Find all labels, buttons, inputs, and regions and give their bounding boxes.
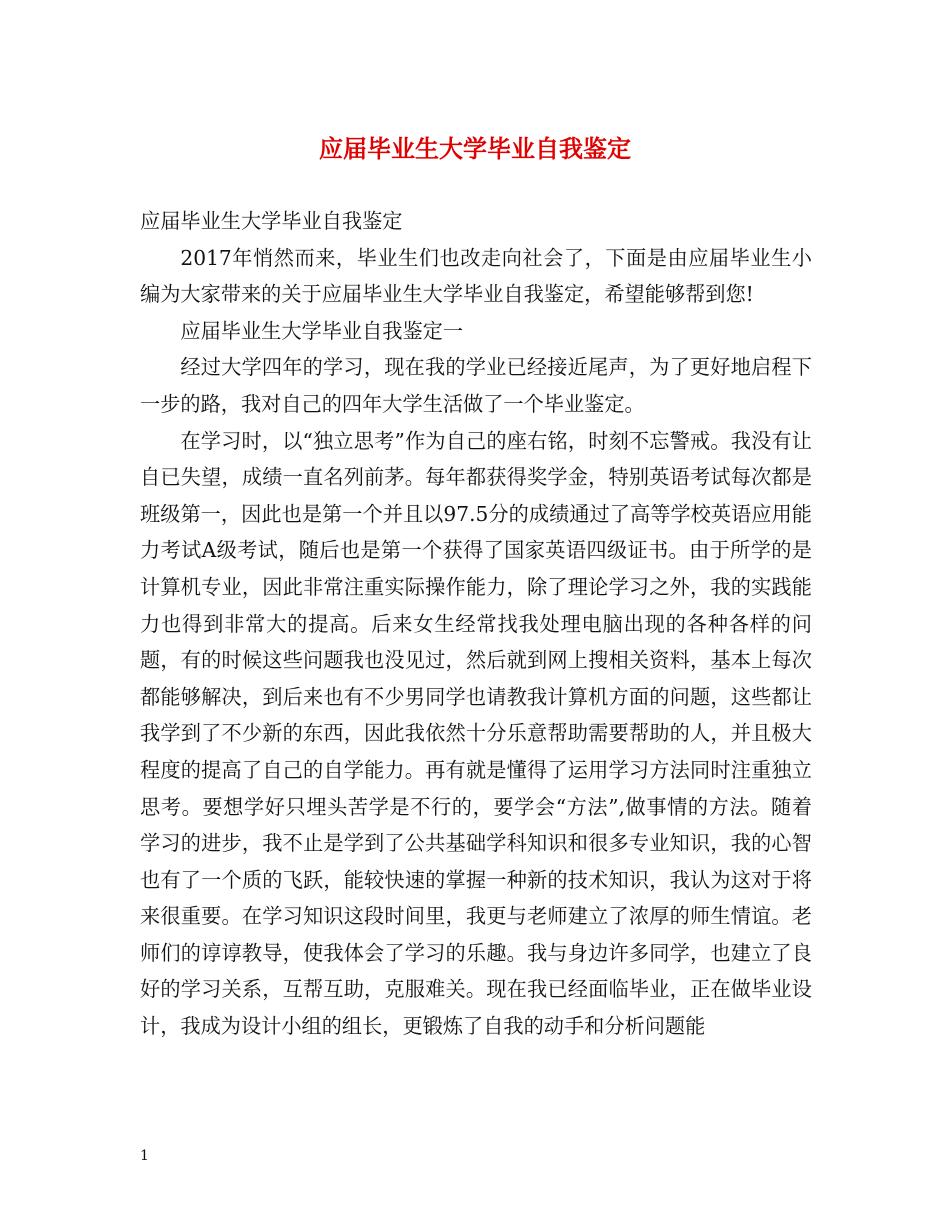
paragraph-heading: 应届毕业生大学毕业自我鉴定 [140,209,403,233]
paragraph: 经过大学四年的学习，现在我的学业已经接近尾声，为了更好地启程下一步的路，我对自己的四年大学生活做了一个毕业鉴定。 [140,355,812,416]
section-heading: 应届毕业生大学毕业自我鉴定一 [180,318,464,343]
document-body [140,203,812,1045]
page-title: 应届毕业生大学毕业自我鉴定 [319,134,631,163]
paragraph-intro: 2017年悄然而来，毕业生们也改走向社会了，下面是由应届毕业生小编为大家带来的关于应届毕业生大学毕业自我鉴定，希望能够帮到您! [140,245,812,307]
page-number: 1 [140,1148,149,1164]
paragraph: 在学习时，以“独立思考”作为自己的座右铭，时刻不忘警戒。我没有让自已失望，成绩一直名列前茅。每年都获得奖学金，特别英语考试每次都是班级第一，因此也是第一个并且以97.5分的成绩通过了高等学校英语应用能力考试A级考试，随后也是第一个获得了国家英语四级证书。由于所学的是计算机专业，因此非常注重实际操作能力，除了理论学习之外，我的实践能力也得到非常大的提高。后来女生经常找我处理电脑出现的各种各样的问题，有的时候这些问题我也没见过，然后就到网上搜相关资料，基本上每次都能够解决，到后来也有不少男同学也请教我计算机方面的问题，这些都让我学到了不少新的东西，因此我依然十分乐意帮助需要帮助的人，并且极大程度的提高了自己的自学能力。再有就是懂得了运用学习方法同时注重独立思考。要想学好只埋头苦学是不行的，要学会“方法”,做事情的方法。随着学习的进步，我不止是学到了公共基础学科知识和很多专业知识，我的心智也有了一个质的飞跃，能较快速的掌握一种新的技术知识，我认为这对于将来很重要。在学习知识这段时间里，我更与老师建立了浓厚的师生情谊。老师们的谆谆教导，使我体会了学习的乐趣。我与身边许多同学，也建立了良好的学习关系，互帮互助，克服难关。现在我已经面临毕业，正在做毕业设计，我成为设计小组的组长，更锻炼了自我的动手和分析问题能 [140,428,812,1039]
